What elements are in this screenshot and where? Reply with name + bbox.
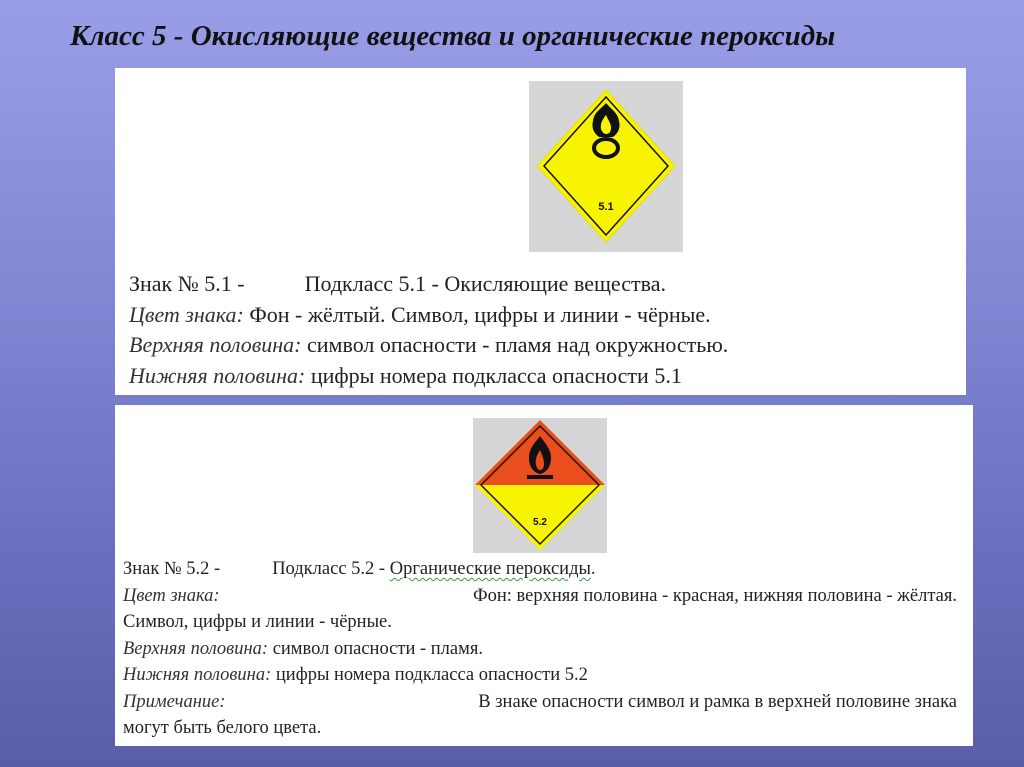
- sign-5-1-line-3: Верхняя половина: символ опасности - пламя над окружностью.: [129, 332, 729, 357]
- oxidizer-diamond-icon: [529, 81, 683, 252]
- slide-title: Класс 5 - Окисляющие вещества и органические пероксиды: [70, 20, 836, 52]
- sign-5-1-number: 5.1: [598, 201, 614, 213]
- sign-5-1-line-4: Нижняя половина: цифры номера подкласса опасности 5.1: [129, 362, 682, 388]
- panel-sign-5-2: [115, 405, 973, 746]
- sign-5-2-line-3: Символ, цифры и линии - чёрные.: [123, 612, 392, 632]
- sign-5-2-image: [473, 418, 607, 553]
- sign-5-2-number: 5.2: [533, 517, 547, 528]
- sign-5-1-line-1: Знак № 5.1 - Подкласс 5.1 - Окисляющие вещества.: [129, 271, 666, 296]
- sign-5-2-line-7: могут быть белого цвета.: [123, 718, 322, 738]
- sign-5-2-line-1: Знак № 5.2 - Подкласс 5.2 - Органические пероксиды.: [123, 559, 596, 579]
- sign-5-1-line-2: Цвет знака: Фон - жёлтый. Символ, цифры и линии - чёрные.: [129, 301, 711, 327]
- sign-5-2-line-6: Примечание: В знаке опасности символ и рамка в верхней половине знака: [123, 691, 957, 712]
- panel-sign-5-1: [115, 68, 966, 395]
- sign-5-2-line-2: Цвет знака: Фон: верхняя половина - красная, нижняя половина - жёлтая.: [123, 585, 957, 606]
- organic-peroxide-diamond-icon: [473, 418, 607, 553]
- sign-5-1-image: [529, 81, 683, 252]
- sign-5-2-description: [123, 556, 965, 742]
- sign-5-2-line-4: Верхняя половина: символ опасности - пламя.: [123, 638, 483, 659]
- sign-5-1-description: [129, 269, 728, 391]
- sign-5-2-line-5: Нижняя половина: цифры номера подкласса опасности 5.2: [123, 665, 588, 685]
